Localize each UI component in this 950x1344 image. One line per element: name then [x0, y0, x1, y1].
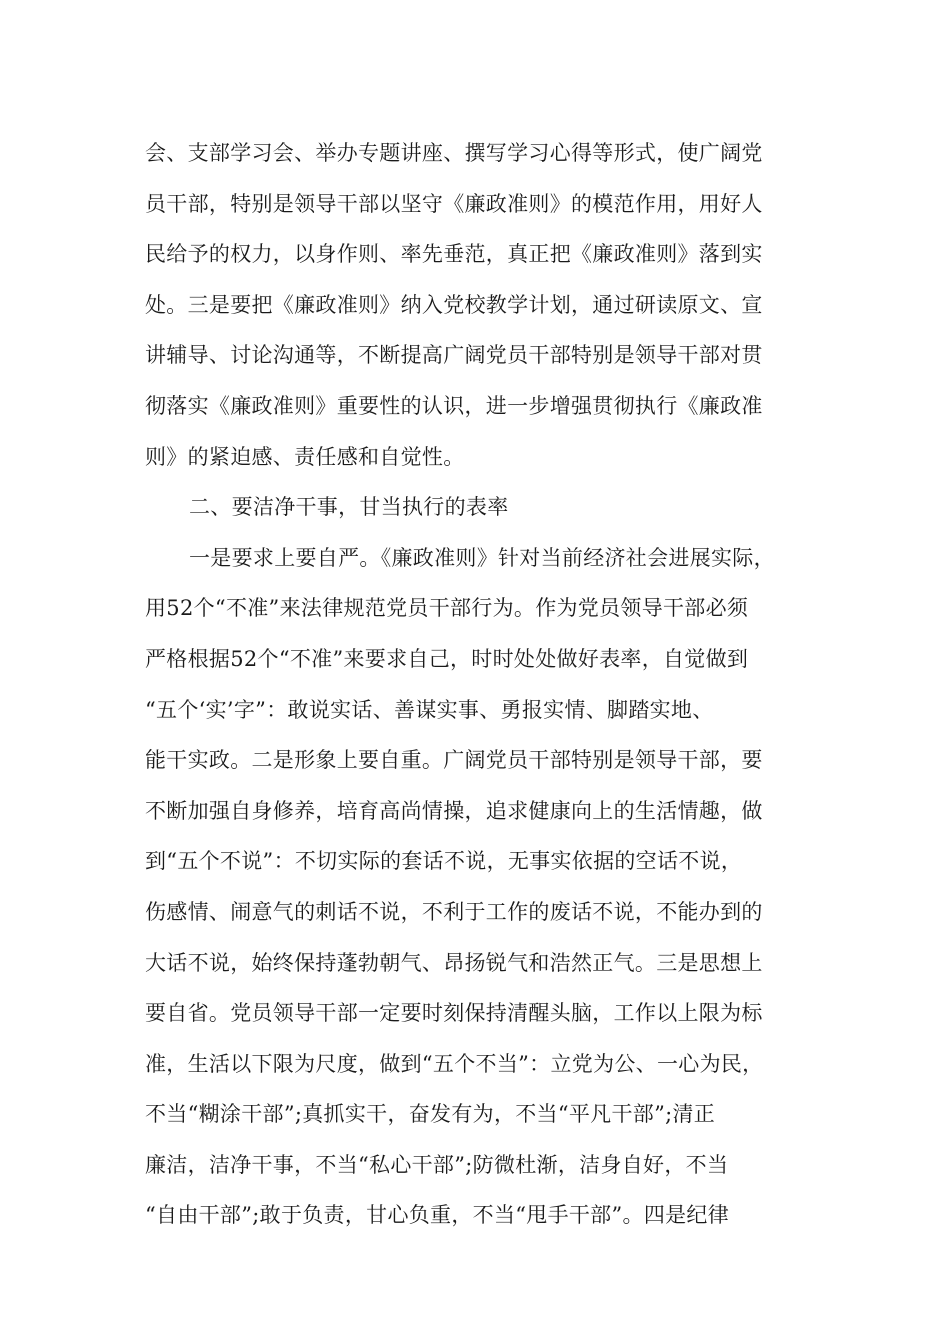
text-line: 不断加强自身修养，培育高尚情操，追求健康向上的生活情趣，做 [145, 798, 763, 823]
text-line: 廉洁，洁净干事，不当“私心干部”;防微杜渐，洁身自好，不当 [145, 1152, 729, 1177]
text-line: 伤感情、闹意气的刺话不说，不利于工作的废话不说，不能办到的 [145, 899, 763, 924]
text-line: “自由干部”;敢于负责，甘心负重，不当“甩手干部”。四是纪律 [145, 1203, 730, 1228]
text-line: 员干部，特别是领导干部以坚守《廉政准则》的模范作用，用好人 [145, 191, 763, 216]
text-line: 二、要洁净干事，甘当执行的表率 [189, 495, 509, 520]
text-line: 准，生活以下限为尺度，做到“五个不当”：立党为公、一心为民， [145, 1051, 764, 1076]
document-body [145, 128, 825, 1241]
text-line: 彻落实《廉政准则》重要性的认识，进一步增强贯彻执行《廉政准 [145, 393, 763, 418]
text-line: 一是要求上要自严。《廉政准则》针对当前经济社会进展实际， [189, 545, 775, 570]
text-line: 严格根据52个“不准”来要求自己，时时处处做好表率，自觉做到 [145, 646, 749, 671]
text-line: 用52个“不准”来法律规范党员干部行为。作为党员领导干部必须 [145, 596, 749, 621]
text-line: 处。三是要把《廉政准则》纳入党校教学计划，通过研读原文、宣 [145, 292, 763, 317]
text-line: 要自省。党员领导干部一定要时刻保持清醒头脑，工作以上限为标 [145, 1001, 763, 1026]
text-line: 不当“糊涂干部”;真抓实干，奋发有为，不当“平凡干部”;清正 [145, 1102, 716, 1127]
text-line: 则》的紧迫感、责任感和自觉性。 [145, 444, 465, 469]
text-line: 到“五个不说”：不切实际的套话不说，无事实依据的空话不说， [145, 849, 743, 874]
text-line: 民给予的权力，以身作则、率先垂范，真正把《廉政准则》落到实 [145, 242, 763, 267]
text-line: 能干实政。二是形象上要自重。广阔党员干部特别是领导干部，要 [145, 748, 763, 773]
text-line: 讲辅导、讨论沟通等，不断提高广阔党员干部特别是领导干部对贯 [145, 343, 763, 368]
text-line: 会、支部学习会、举办专题讲座、撰写学习心得等形式，使广阔党 [145, 141, 763, 165]
text-line: “五个‘实’字”：敢说实话、善谋实事、勇报实情、脚踏实地、 [145, 697, 714, 722]
text-line: 大话不说，始终保持蓬勃朝气、昂扬锐气和浩然正气。三是思想上 [145, 950, 763, 975]
